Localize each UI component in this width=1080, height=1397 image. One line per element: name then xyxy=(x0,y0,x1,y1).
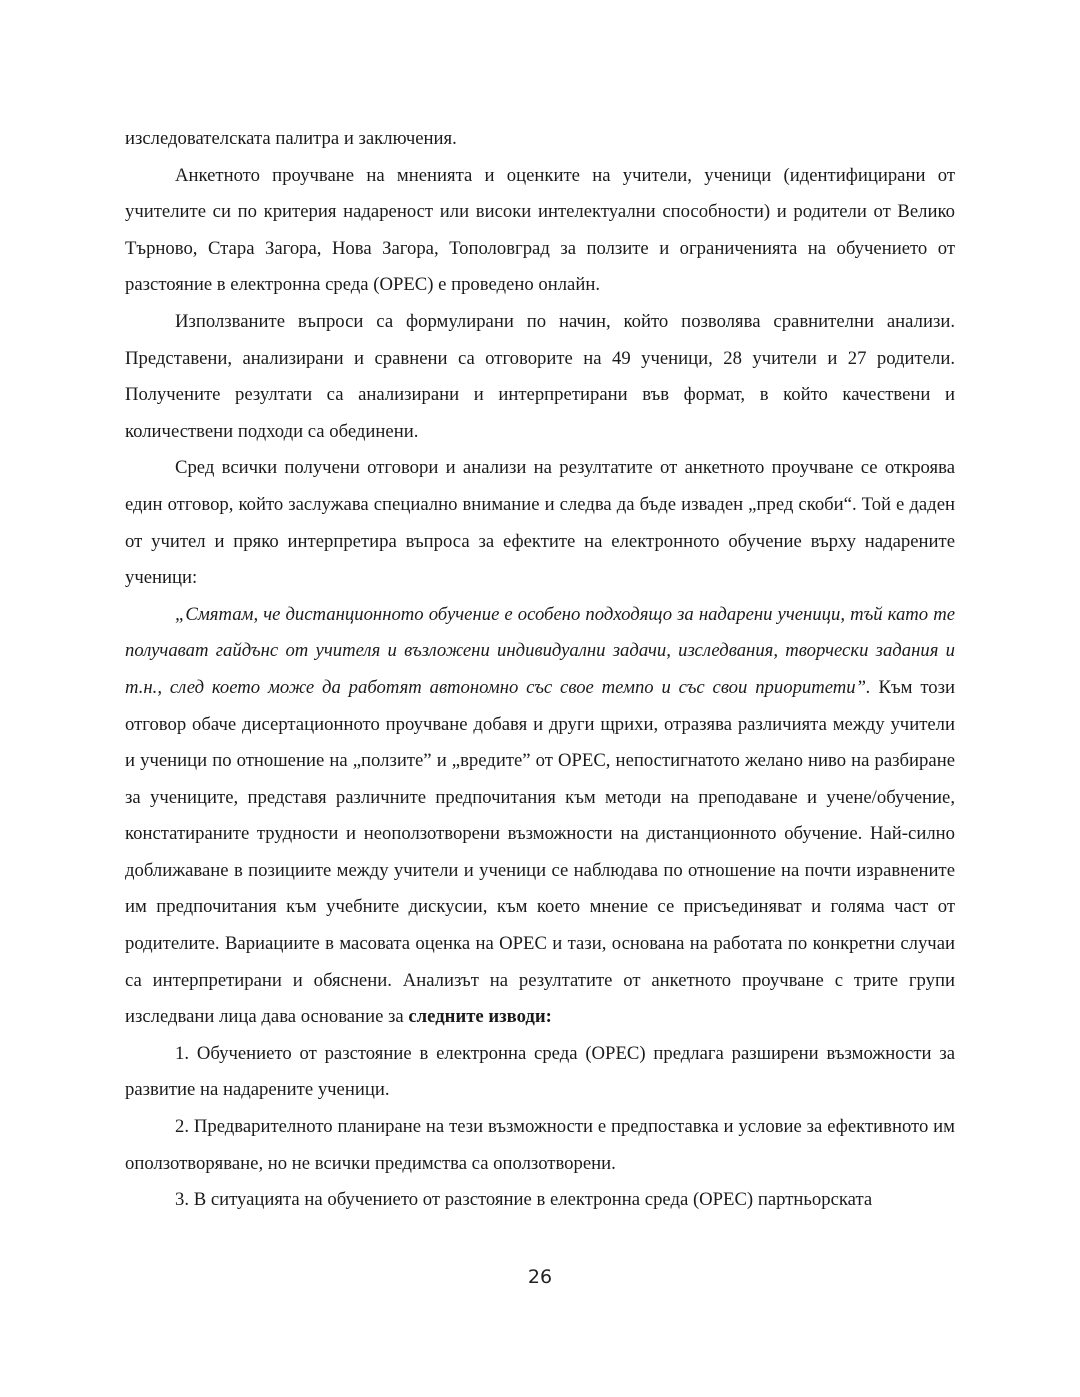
paragraph-continuation: изследователската палитра и заключения. xyxy=(125,128,457,149)
analysis-text: Към този отговор обаче дисертационното проучване добавя и други щрихи, отразява различията между учители и ученици по отношение на „ползите” и „вредите” от ОРЕС, непостигнатото желано ниво на разбиране за учениците, представя различните предпочитания към методи на преподаване и учене/обучение, констатираните трудности и неоползотворени възможности на дистанционното обучение. Най-силно доближаване в позициите между учители и ученици се наблюдава по отношение на почти изравнените им предпочитания към учебните дискусии, към което мнение се присъединяват и голяма част от родителите. Вариациите в масовата оценка на ОРЕС и тази, основана на работата по конкретни случаи са интерпретирани и обяснени. Анализът на резултатите от анкетното проучване с трите групи изследвани лица дава основание за xyxy=(125,676,955,1028)
page-number: 26 xyxy=(527,1266,553,1288)
conclusion-item-1: 1. Обучението от разстояние в електронна среда (ОРЕС) предлага разширени възможности за развитие на надарените ученици. xyxy=(125,1042,955,1101)
body-text xyxy=(125,121,955,1219)
conclusions-heading: следните изводи: xyxy=(408,1006,552,1028)
conclusion-item-3: 3. В ситуацията на обучението от разстояние в електронна среда (ОРЕС) партньорската xyxy=(175,1189,873,1211)
paragraph-teacher-answer-intro: Сред всички получени отговори и анализи на резултатите от анкетното проучване се откроява един отговор, който заслужава специално внимание и следва да бъде изваден „пред скоби“. Той е даден от учител и пряко интерпретира въпроса за ефектите на електронното обучение върху надарените ученици: xyxy=(125,457,955,589)
teacher-quote: „Смятам, че дистанционното обучение е особено подходящо за надарени ученици, тъй като те получават гайдънс от учителя и възложени индивидуални задачи, изследвания, творчески задания и т.н., след което може да работят автономно със свое темпо и със свои приоритети”. xyxy=(125,603,955,698)
paragraph-quote-and-analysis xyxy=(125,597,955,1036)
paragraph-questions-method: Използваните въпроси са формулирани по начин, който позволява сравнителни анализи. Представени, анализирани и сравнени са отговорите на 49 ученици, 28 учители и 27 родители. Получените резултати са анализирани и интерпретирани във формат, в който качествени и количествени подходи са обединени. xyxy=(125,310,955,442)
conclusion-item-2: 2. Предварителното планиране на тези възможности е предпоставка и условие за ефективното им оползотворяване, но не всички предимства са оползотворени. xyxy=(125,1116,955,1174)
paragraph-survey-description: Анкетното проучване на мненията и оценките на учители, ученици (идентифицирани от учителите си по критерия надареност или високи интелектуални способности) и родители от Велико Търново, Стара Загора, Нова Загора, Тополовград за ползите и ограниченията на обучението от разстояние в електронна среда (ОРЕС) е проведено онлайн. xyxy=(125,164,955,296)
